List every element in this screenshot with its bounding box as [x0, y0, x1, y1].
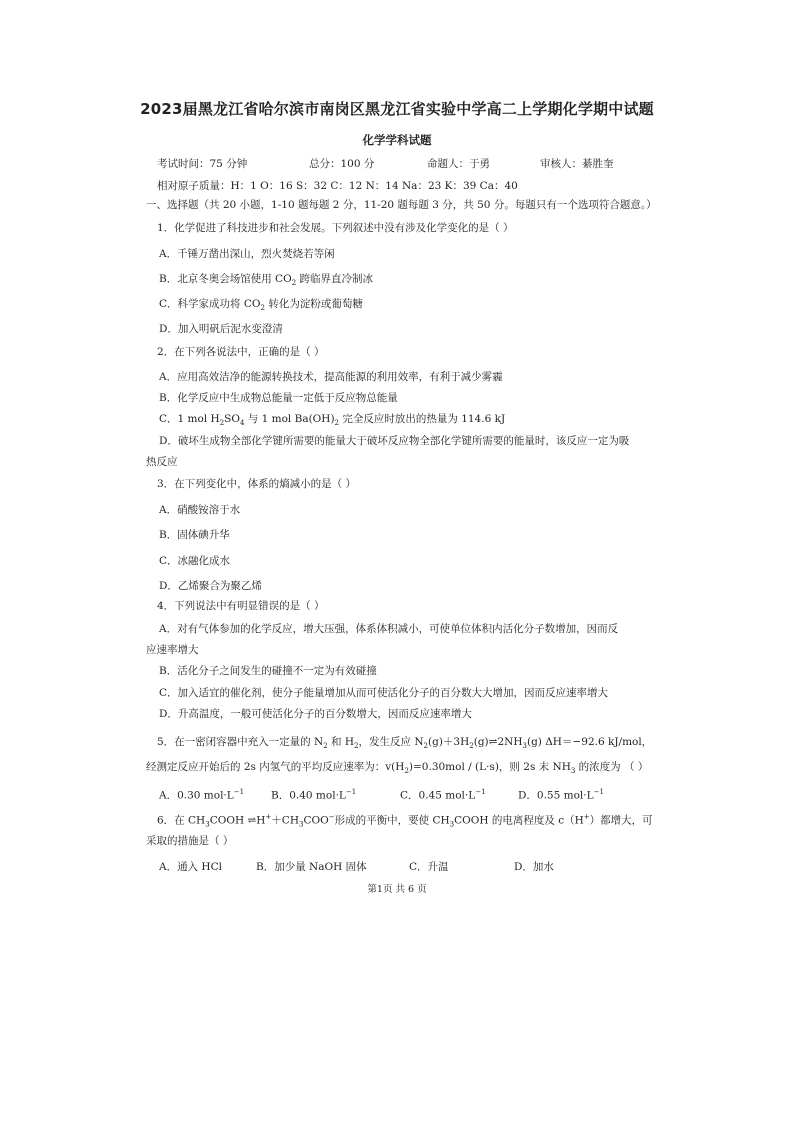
exam-reviewer: 审核人：綦胜奎: [540, 158, 614, 170]
q6-option-d: D．加水: [514, 861, 554, 873]
q3-option-a: A．硝酸铵溶于水: [159, 504, 241, 516]
q5-stem-line2: 经测定反应开始后的 2s 内氢气的平均反应速率为：$v(H_2)=0.30mol / (L\cdot s)$，则 2s 末 $NH_3$ 的浓度为 （ ）: [146, 761, 649, 776]
q1-option-c: C．科学家成功将 $CO_2$ 转化为淀粉或葡萄糖: [159, 298, 363, 313]
page-title: 2023届黑龙江省哈尔滨市南岗区黑龙江省实验中学高二上学期化学期中试题: [140, 100, 654, 118]
q6-stem-line1: 6．在 $CH_3COOH$ $\rightleftharpoons H^++CH_3COO^-$形成的平衡中，要使 $CH_3COOH$ 的电离程度及 c（H+）都增大，可: [157, 813, 653, 829]
q6-option-c: C．升温: [409, 861, 449, 873]
q6-option-a: A．通入 HCl: [159, 861, 222, 873]
q3-option-b: B．固体碘升华: [159, 529, 230, 541]
q1-option-d: D．加入明矾后泥水变澄清: [159, 323, 283, 335]
page-footer: 第1页 共 6 页: [367, 884, 427, 895]
q6-stem-line2: 采取的措施是（ ）: [146, 835, 234, 847]
page-subtitle: 化学学科试题: [362, 133, 432, 147]
q5-option-b: B．0.40 $mol\cdot L^{-1}$: [271, 788, 357, 802]
section-heading: 一、选择题（共 20 小题，1-10 题每题 2 分，11-20 题每题 3 分，共 50 分。每题只有一个选项符合题意。）: [146, 199, 657, 211]
q2-stem: 2．在下列各说法中，正确的是（ ）: [157, 346, 325, 358]
q2-option-a: A．应用高效洁净的能源转换技术，提高能源的利用效率，有利于减少雾霾: [159, 371, 503, 383]
q2-option-d-continued: 热反应: [146, 456, 178, 468]
q3-option-c: C．冰融化成水: [159, 555, 231, 567]
q5-option-d: D．0.55 $mol\cdot L^{-1}$: [518, 788, 604, 802]
q1-option-b: B．北京冬奥会场馆使用 $CO_2$ 跨临界直冷制冰: [159, 273, 374, 288]
q5-options: [159, 785, 679, 801]
q6-options: [159, 860, 579, 876]
q5-option-a: A．0.30 $mol\cdot L^{-1}$: [159, 788, 245, 802]
q4-option-a: A．对有气体参加的化学反应，增大压强，体系体积减小，可使单位体积内活化分子数增加，因而反: [159, 623, 619, 635]
exam-author: 命题人：于勇: [427, 158, 490, 170]
atomic-masses: 相对原子质量：H：1 O：16 S：32 C：12 N：14 Na：23 K：39 Ca：40: [157, 180, 518, 192]
q1-stem: 1．化学促进了科技进步和社会发展。下列叙述中没有涉及化学变化的是（ ）: [157, 222, 514, 234]
q1-option-a: A．千锤万凿出深山，烈火焚烧若等闲: [159, 248, 335, 260]
q2-option-d: D．破坏生成物全部化学键所需要的能量大于破坏反应物全部化学键所需要的能量时，该反应一定为吸: [159, 435, 630, 447]
q6-option-b: B．加少量 NaOH 固体: [256, 861, 367, 873]
q4-option-c: C．加入适宜的催化剂，使分子能量增加从而可使活化分子的百分数大大增加，因而反应速率增大: [159, 687, 609, 699]
q5-option-c: C．0.45 $mol\cdot L^{-1}$: [400, 788, 486, 802]
q4-option-d: D．升高温度，一般可使活化分子的百分数增大，因而反应速率增大: [159, 708, 472, 720]
q3-option-d: D．乙烯聚合为聚乙烯: [159, 580, 262, 592]
q4-option-a-continued: 应速率增大: [146, 644, 199, 656]
equilibrium-arrow-icon: ⇌: [488, 736, 498, 748]
q2-option-b: B．化学反应中生成物总能量一定低于反应物总能量: [159, 392, 398, 404]
equilibrium-arrow-icon: ⇌: [247, 814, 257, 827]
q2-option-c: C．1 mol $H_2SO_4$ 与 1 mol $Ba(OH)_2$ 完全反应时放出的热量为 114.6 kJ: [159, 413, 506, 428]
q5-stem-line1: 5．在一密闭容器中充入一定量的 $N_2$ 和 $H_2$，发生反应 $N_2(g)+3H_2(g)\rightleftharpoons 2NH_3(g)$ ΔH＝−92.6 kJ/mol，: [157, 736, 653, 751]
q3-stem: 3．在下列变化中，体系的熵减小的是（ ）: [157, 478, 357, 490]
exam-score: 总分：100 分: [309, 158, 375, 170]
exam-time: 考试时间：75 分钟: [157, 158, 248, 170]
q4-option-b: B．活化分子之间发生的碰撞不一定为有效碰撞: [159, 665, 377, 677]
q4-stem: 4．下列说法中有明显错误的是（ ）: [157, 600, 325, 612]
